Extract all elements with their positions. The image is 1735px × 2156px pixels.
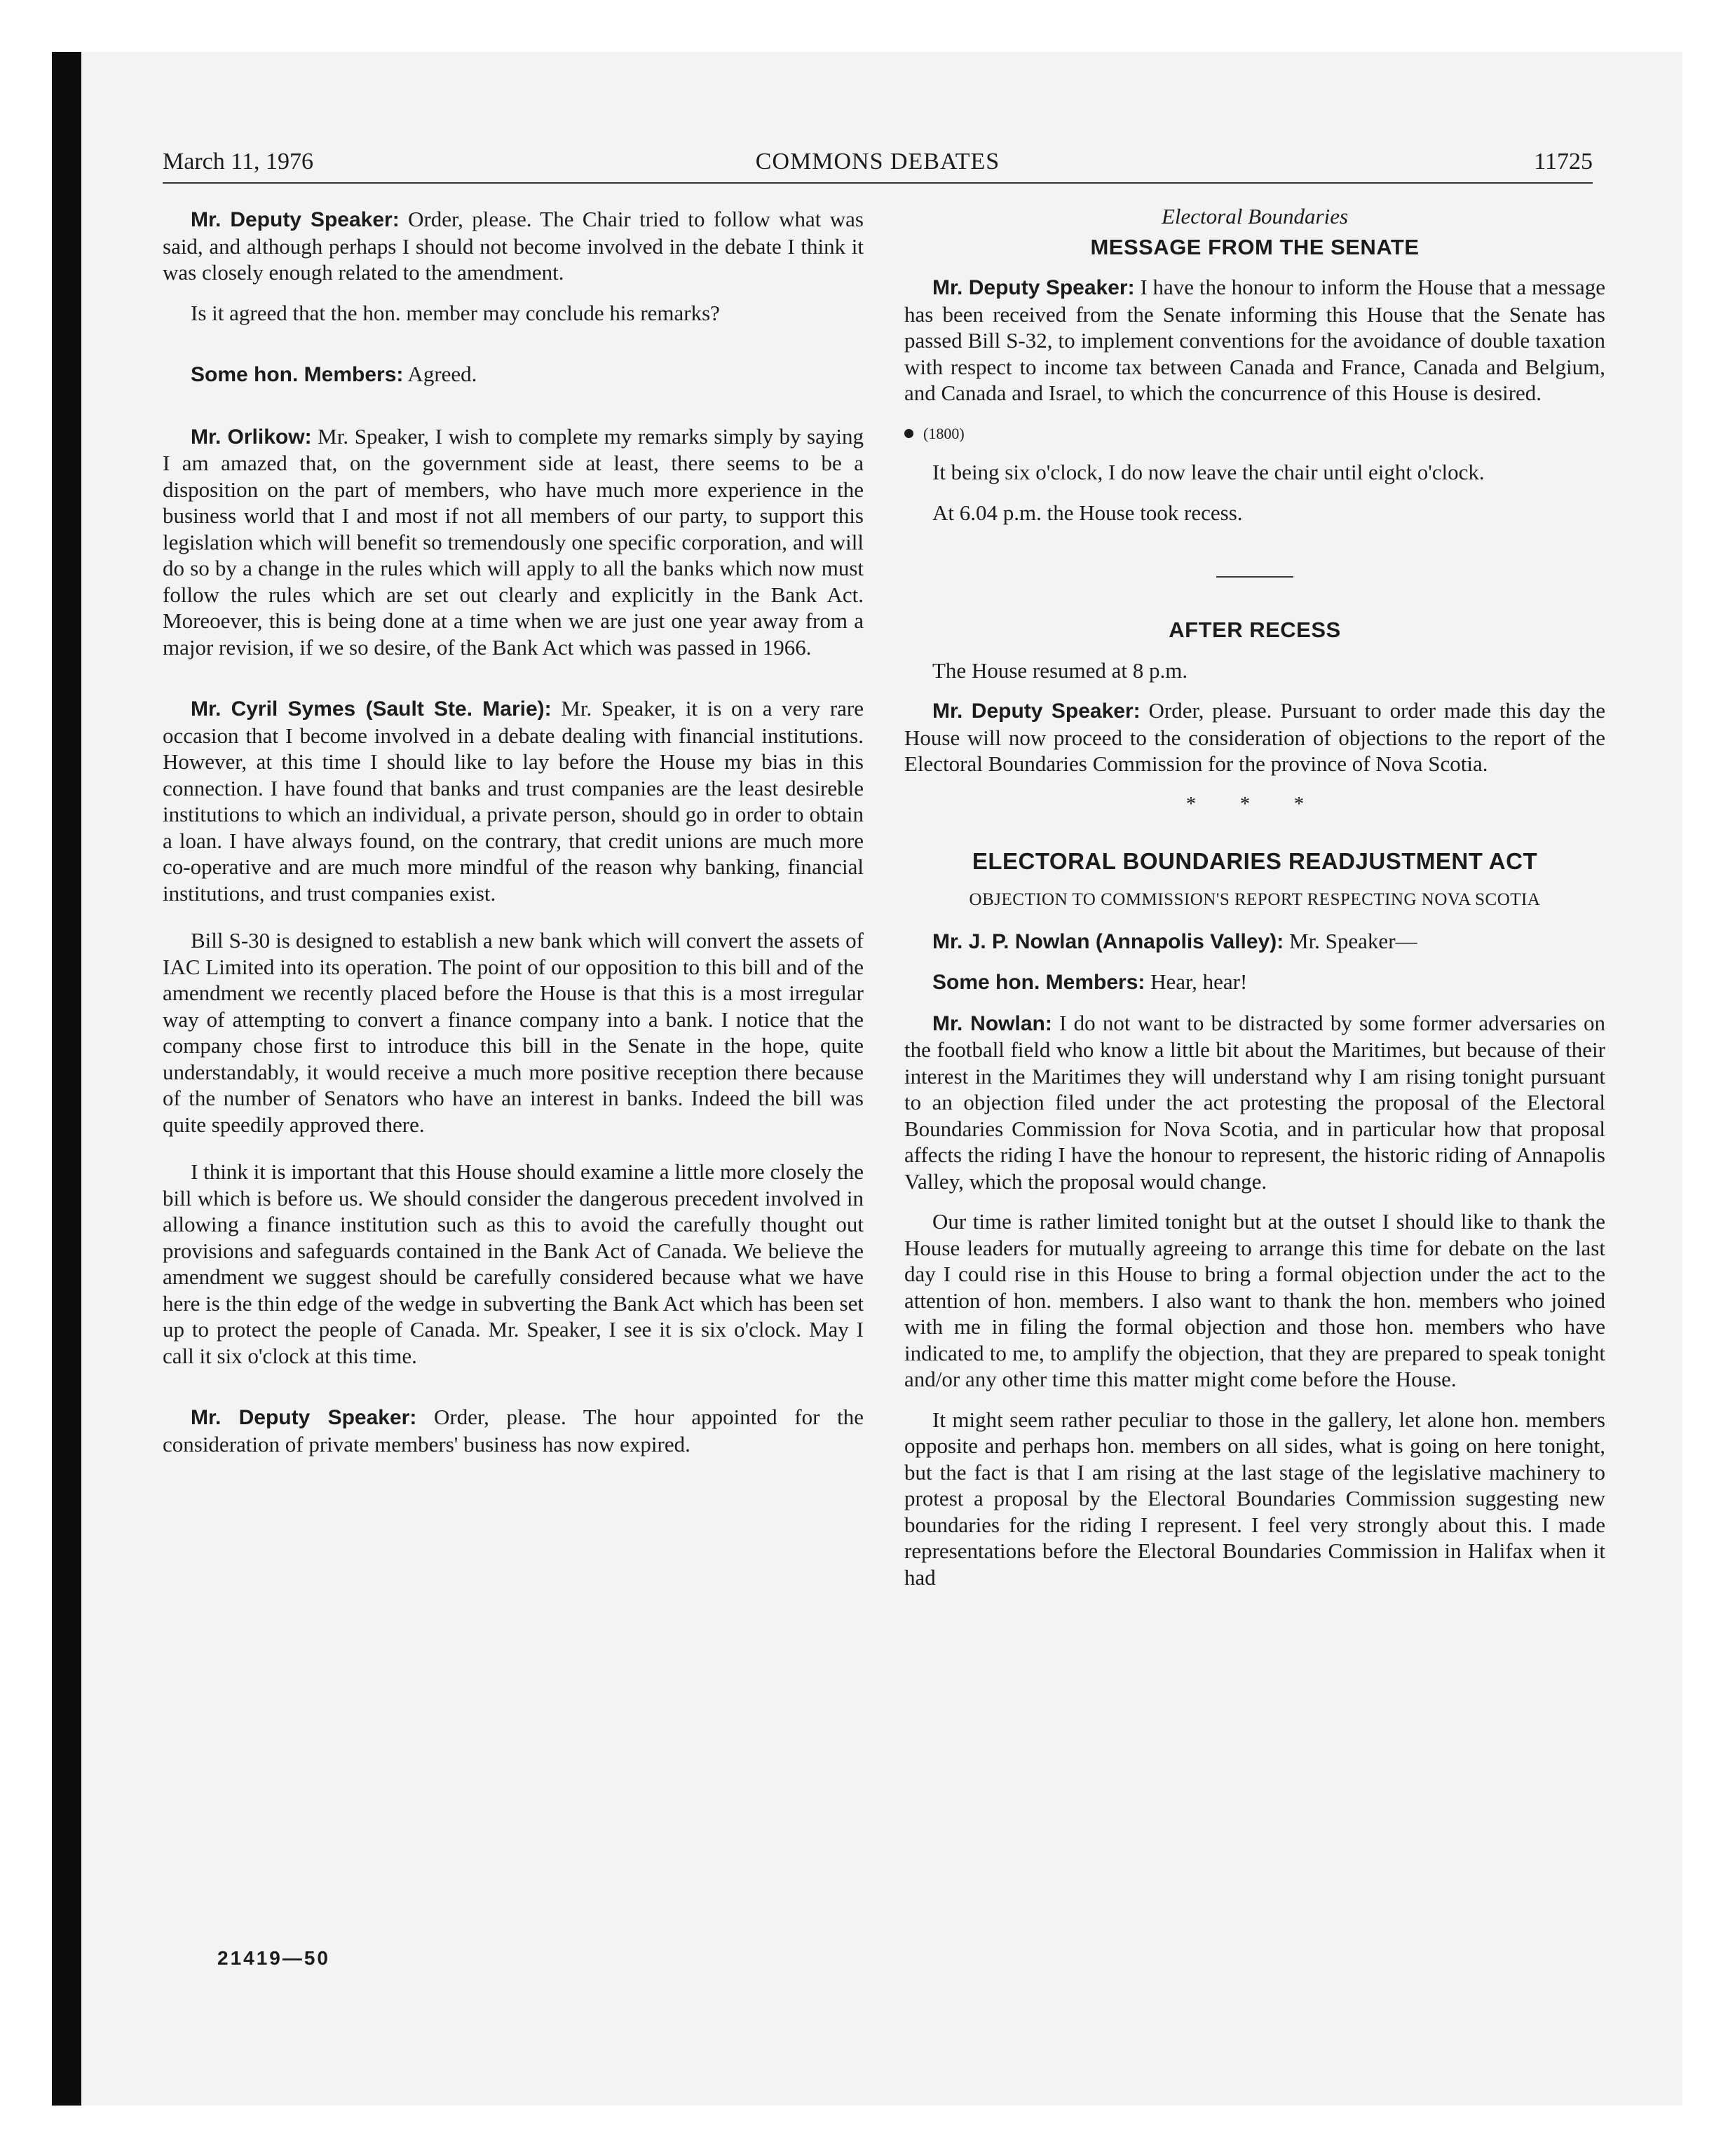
paragraph [904,274,1605,407]
bullet-icon [904,429,913,438]
paragraph: At 6.04 p.m. the House took recess. [932,500,1243,525]
speaker-name: Mr. Deputy Speaker: [932,700,1141,723]
speaker-name: Mr. Cyril Symes (Sault Ste. Marie): [191,697,552,721]
paragraph-text: Mr. Speaker, it is on a very rare occasion that I become involved in a debate dealing with financial institutions. However, at this time I should like to lay before the House my bias in this connection. I have found that banks and trust companies are the least desireble institutions to which an individual, a private person, should go in order to obtain a loan. I have always found, on the contrary, that credit unions are much more co-operative and are much more mindful of the reason why banking, financial institutions, and trust companies exist. [163,696,864,906]
speaker-name: Mr. Deputy Speaker: [932,276,1135,299]
speaker-name: Mr. J. P. Nowlan (Annapolis Valley): [932,929,1284,953]
speaker-name: Mr. Deputy Speaker: [191,208,400,231]
paragraph: Is it agreed that the hon. member may conclude his remarks? [191,300,720,325]
section-subheading: OBJECTION TO COMMISSION'S REPORT RESPECTING NOVA SCOTIA [969,889,1541,909]
speaker-name: Mr. Deputy Speaker: [191,1406,417,1429]
section-heading: MESSAGE FROM THE SENATE [1090,234,1420,259]
section-label: Electoral Boundaries [1161,204,1349,228]
right-column [904,203,1605,1604]
paragraph: It might seem rather peculiar to those in the gallery, let alone hon. members opposite and perhaps hon. members on all sides, what is going on here tonight, but the fact is that I am rising at the last stage of the legislative machinery to protest a proposal by the Electoral Boundaries Commission suggesting new boundaries for the riding I represent. I feel very strongly about this. I made representations before the Electoral Boundaries Commission in Halifax when it had [904,1407,1605,1590]
paragraph: The House resumed at 8 p.m. [932,657,1188,683]
section-divider [1216,576,1293,578]
hansard-page [163,147,1606,1998]
paragraph-text: Hear, hear! [1145,969,1248,994]
page-header [163,147,1593,184]
paragraph [163,361,864,388]
paragraph [163,206,864,286]
paragraph-text: I do not want to be distracted by some former adversaries on the football field who know a little bit about the Maritimes, but because of their interest in the Maritimes they will understand why I am rising tonight pursuant to an objection filed under the act protesting the proposal of the Electoral Boundaries Commission for Nova Scotia, and in particular how that proposal affects the riding I have the honour to represent, the historic riding of Annapolis Valley, which the proposal would change. [904,1010,1606,1194]
speaker-name: Some hon. Members: [932,971,1145,994]
paragraph-text: Mr. Speaker, I wish to complete my remarks simply by saying I am amazed that, on the government side at least, there seems to be a disposition on the part of members, who have much more experience in the business world that I and most if not all members of our party, to support this legislation which will benefit so tremendously one specific corporation, and will do so by a change in the rules which will apply to all the banks which now must follow the rules which are set out clearly and explicitly in the Bank Act. Moreoever, this is being done at a time when we are just one year away from a major revision, if we so desire, of the Bank Act which was passed in 1966. [163,423,864,660]
section-heading: AFTER RECESS [1169,618,1341,642]
section-heading: ELECTORAL BOUNDARIES READJUSTMENT ACT [972,848,1538,874]
speaker-name: Mr. Nowlan: [932,1011,1052,1035]
paragraph: It being six o'clock, I do now leave the chair until eight o'clock. [932,460,1485,484]
paragraph-text: I have the honour to inform the House that a message has been received from the Senate informing this House that the Senate has passed Bill S-32, to implement conventions for the avoidance of double taxation with respect to income tax between Canada and France, Canada and Belgium, and Canada and Israel, to which the concurrence of this House is desired. [904,275,1605,405]
paragraph [163,423,864,661]
paragraph [904,1010,1605,1195]
speaker-name: Mr. Orlikow: [191,425,312,449]
header-title: COMMONS DEBATES [755,149,1000,175]
paragraph-text: Order, please. Pursuant to order made this day the House will now proceed to the consideration of objections to the report of the Electoral Boundaries Commission for the province of Nova Scotia. [904,698,1605,776]
timestamp-marker [904,421,1605,447]
timestamp-text: (1800) [923,424,965,442]
paragraph [163,1404,864,1457]
left-column [163,203,864,1471]
paragraph: Bill S-30 is designed to establish a new bank which will convert the assets of IAC Limited into its operation. The point of our opposition to this bill and of the amendment we recently placed before the House is that this is a most irregular way of attempting to convert a finance company into a bank. I notice that the company chose first to introduce this bill in the Senate in the hope, quite understandably, it would receive a much more positive reception there because of the number of Senators who have an interest in banks. Indeed the bill was quite speedily approved there. [163,928,864,1137]
paragraph-text: Order, please. The hour appointed for the consideration of private members' business has now expired. [163,1405,864,1456]
scan-binding-edge [52,52,81,2106]
header-page-number: 11725 [1534,149,1593,175]
footer-print-code: 21419—50 [217,1947,331,1969]
header-date: March 11, 1976 [163,149,313,175]
section-stars: * * * [1186,793,1324,815]
paragraph [904,697,1605,777]
paragraph-text: Agreed. [403,362,477,386]
paragraph [163,695,864,906]
paragraph-text: Order, please. The Chair tried to follow what was said, and although perhaps I should not become involved in the debate I think it was closely enough related to the amendment. [163,207,864,285]
paragraph [904,928,1605,955]
paragraph: I think it is important that this House should examine a little more closely the bill which is before us. We should consider the dangerous precedent involved in allowing a finance institution such as this to avoid the carefully thought out provisions and safeguards contained in the Bank Act of Canada. We believe the amendment we suggest should be carefully considered because what we have here is the thin edge of the wedge in subverting the Bank Act which has been set up to protect the people of Canada. Mr. Speaker, I see it is six o'clock. May I call it six o'clock at this time. [163,1159,864,1368]
paragraph: Our time is rather limited tonight but at the outset I should like to thank the House leaders for mutually agreeing to arrange this time for debate on the last day I could rise in this House to bring a formal objection under the act to the attention of hon. members. I also want to thank the hon. members who joined with me in filing the formal objection and those hon. members who have indicated to me, to amplify the objection, that they are prepared to speak tonight and/or any other time this matter might come before the House. [904,1209,1605,1391]
paragraph [904,969,1605,996]
speaker-name: Some hon. Members: [191,363,404,386]
paragraph-text: Mr. Speaker— [1284,928,1417,953]
